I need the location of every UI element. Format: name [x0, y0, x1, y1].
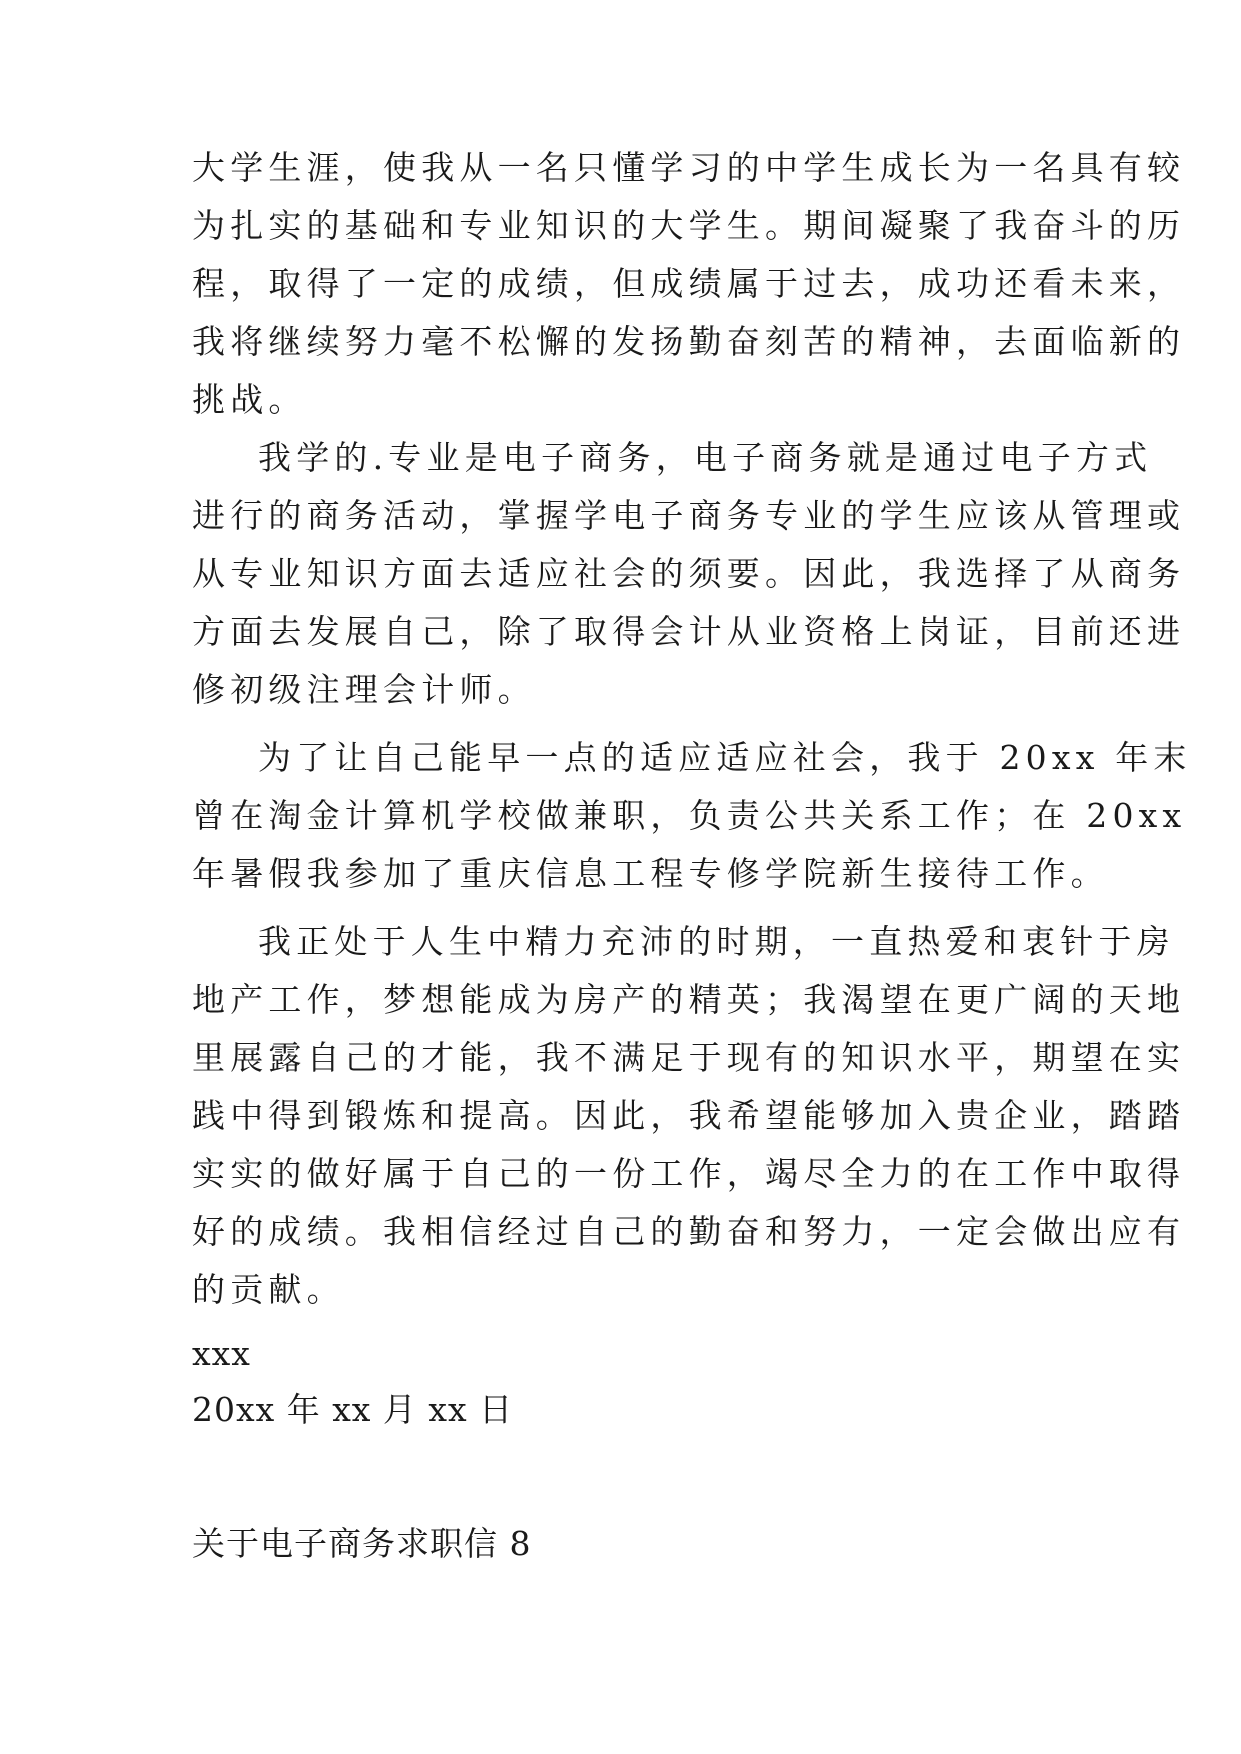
signature-date: 20xx 年 xx 月 xx 日: [192, 1390, 514, 1429]
body-line: 践中得到锻炼和提高。因此，我希望能够加入贵企业，踏踏: [192, 1096, 1186, 1135]
body-line: 曾在淘金计算机学校做兼职，负责公共关系工作；在 20xx: [192, 796, 1187, 835]
body-line: 程，取得了一定的成绩，但成绩属于过去，成功还看未来，: [192, 264, 1186, 303]
body-line: 我正处于人生中精力充沛的时期，一直热爱和衷针于房: [258, 922, 1175, 961]
body-line: 大学生涯，使我从一名只懂学习的中学生成长为一名具有较: [192, 148, 1186, 187]
body-line: 地产工作，梦想能成为房产的精英；我渴望在更广阔的天地: [192, 980, 1186, 1019]
body-line: 年暑假我参加了重庆信息工程专修学院新生接待工作。: [192, 854, 1109, 893]
body-line: 挑战。: [192, 380, 307, 419]
body-line: 方面去发展自己，除了取得会计从业资格上岗证，目前还进: [192, 612, 1186, 651]
body-line: 我将继续努力毫不松懈的发扬勤奋刻苦的精神，去面临新的: [192, 322, 1186, 361]
body-line: 为了让自己能早一点的适应适应社会，我于 20xx 年末: [258, 738, 1192, 777]
body-line: 好的成绩。我相信经过自己的勤奋和努力，一定会做出应有: [192, 1212, 1186, 1251]
signature-name: xxx: [192, 1334, 251, 1373]
body-line: 我学的.专业是电子商务，电子商务就是通过电子方式: [258, 438, 1153, 477]
section-heading: 关于电子商务求职信 8: [192, 1524, 532, 1563]
body-line: 实实的做好属于自己的一份工作，竭尽全力的在工作中取得: [192, 1154, 1186, 1193]
body-line: 里展露自己的才能，我不满足于现有的知识水平，期望在实: [192, 1038, 1186, 1077]
body-line: 的贡献。: [192, 1270, 345, 1309]
body-line: 为扎实的基础和专业知识的大学生。期间凝聚了我奋斗的历: [192, 206, 1186, 245]
body-line: 进行的商务活动，掌握学电子商务专业的学生应该从管理或: [192, 496, 1186, 535]
body-line: 修初级注理会计师。: [192, 670, 536, 709]
body-line: 从专业知识方面去适应社会的须要。因此，我选择了从商务: [192, 554, 1186, 593]
